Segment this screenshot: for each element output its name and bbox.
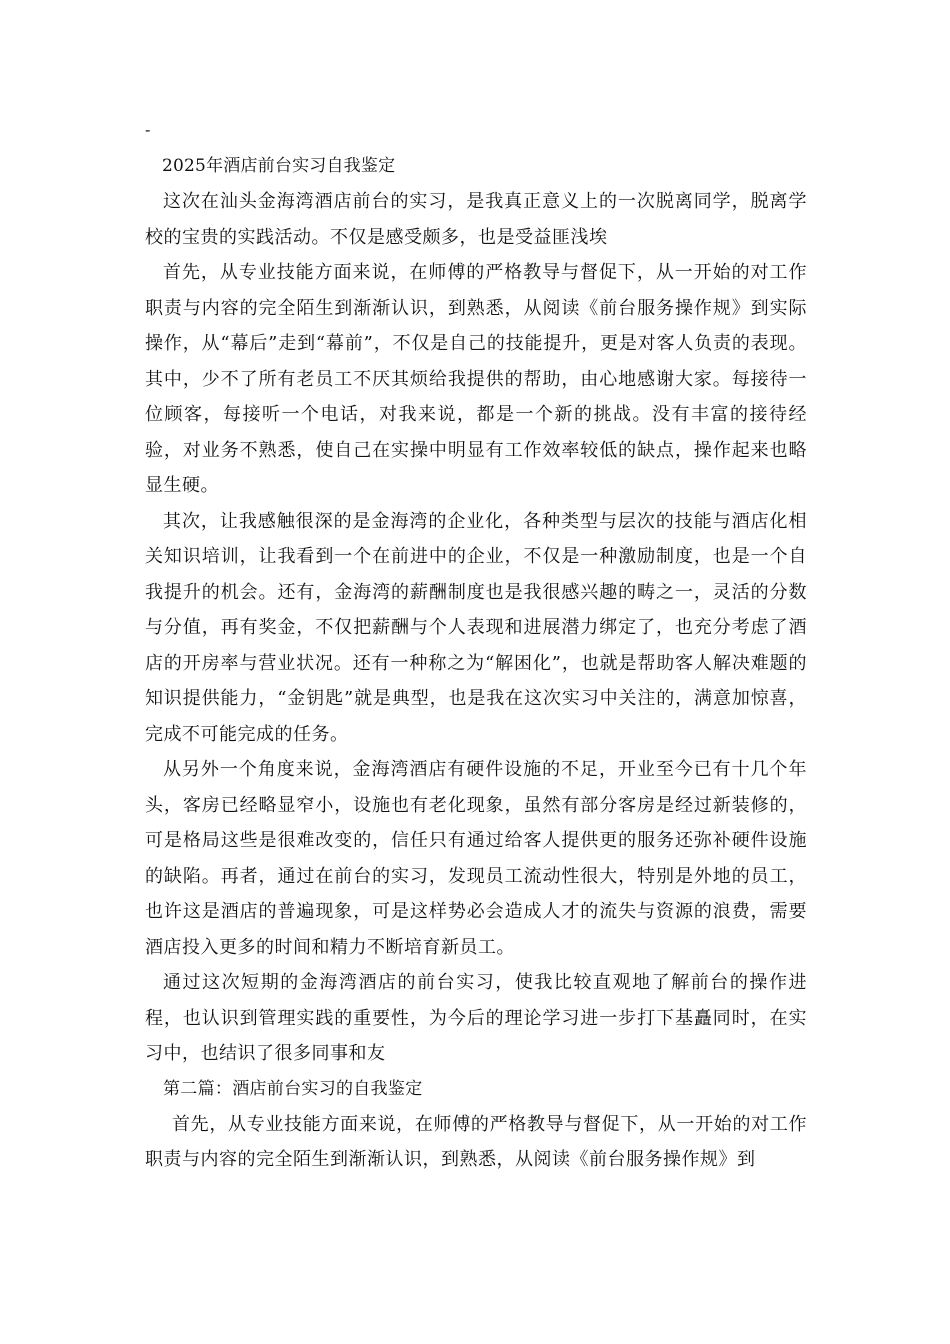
paragraph-conclusion: 通过这次短期的金海湾酒店的前台实习，使我比较直观地了解前台的操作进程，也认识到管理实践的重要性，为今后的理论学习进一步打下基矗同时，在实习中，也结识了很多同事和友 [145,972,807,1064]
paragraph-enterprise: 其次，让我感触很深的是金海湾的企业化，各种类型与层次的技能与酒店化相关知识培训，让我看到一个在前进中的企业，不仅是一种激励制度，也是一个自我提升的机会。还有，金海湾的薪酬制度也是我很感兴趣的畴之一，灵活的分数与分值，再有奖金，不仅把薪酬与个人表现和进展潜力绑定了，也充分考虑了酒店的开房率与营业状况。还有一种称之为“解困化”，也就是帮助客人解决难题的知识提供能力，“金钥匙”就是典型，也是我在这次实习中关注的，满意加惊喜，完成不可能完成的任务。 [145,510,807,745]
document-page [145,116,807,1178]
section-heading: 第二篇：酒店前台实习的自我鉴定 [163,1078,423,1099]
paragraph-skills: 首先，从专业技能方面来说，在师傅的严格教导与督促下，从一开始的对工作职责与内容的完全陌生到渐渐认识，到熟悉，从阅读《前台服务操作规》到实际操作，从“幕后”走到“幕前”，不仅是自己的技能提升，更是对客人负责的表现。其中，少不了所有老员工不厌其烦给我提供的帮助，由心地感谢大家。每接待一位顾客，每接听一个电话，对我来说，都是一个新的挑战。没有丰富的接待经验，对业务不熟悉，使自己在实操中明显有工作效率较低的缺点，操作起来也略显生硬。 [145,262,807,496]
paragraph-intro: 这次在汕头金海湾酒店前台的实习，是我真正意义上的一次脱离同学，脱离学校的宝贵的实践活动。不仅是感受颇多，也是受益匪浅埃 [145,191,807,248]
paragraph-facilities: 从另外一个角度来说，金海湾酒店有硬件设施的不足，开业至今已有十几个年头，客房已经略显窄小，设施也有老化现象，虽然有部分客房是经过新装修的，可是格局这些是很难改变的，信任只有通过给客人提供更的服务还弥补硬件设施的缺陷。再者，通过在前台的实习，发现员工流动性很大，特别是外地的员工，也许这是酒店的普遍现象，可是这样势必会造成人才的流失与资源的浪费，需要酒店投入更多的时间和精力不断培育新员工。 [145,759,807,958]
document-title: 2025年酒店前台实习自我鉴定 [162,156,396,176]
page-marker: - [145,120,151,139]
paragraph-section2: 首先，从专业技能方面来说，在师傅的严格教导与督促下，从一开始的对工作职责与内容的完全陌生到渐渐认识，到熟悉，从阅读《前台服务操作规》到 [145,1113,807,1170]
